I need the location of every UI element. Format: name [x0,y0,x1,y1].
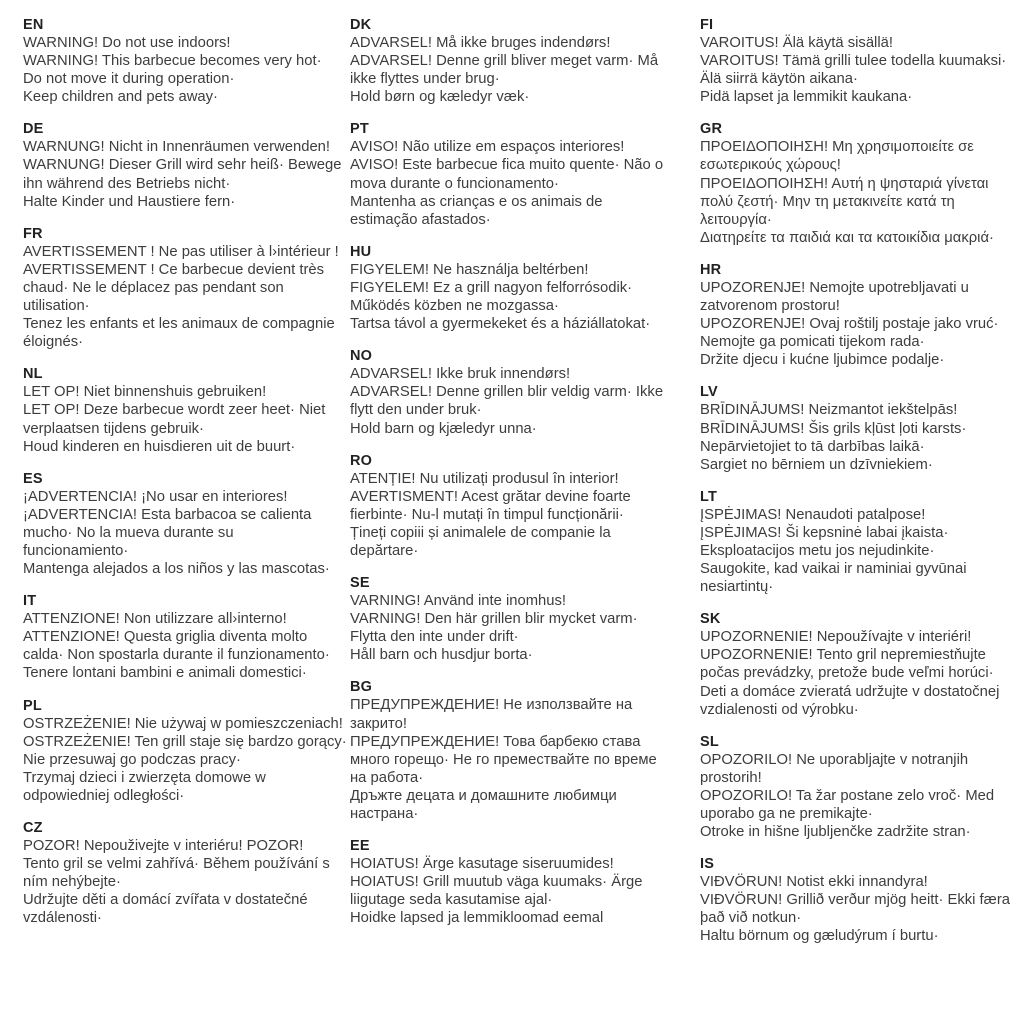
warning-line: Tenez les enfants et les animaux de compagnie [23,316,335,333]
warning-line: Nepārvietojiet to tā darbības laikā· [700,438,925,455]
language-code: DE [23,121,44,138]
warning-section-lv [700,383,1024,473]
warning-line: закрито! [350,715,407,732]
warning-section-cz [23,819,350,927]
warning-line: на работа· [350,769,424,786]
warning-line: éloignés· [23,334,84,351]
warning-line: POZOR! Nepouživejte v interiéru! POZOR! [23,838,304,854]
language-code: SL [700,733,719,750]
warning-line: εσωτερικούς χώρους! [700,157,841,174]
warning-line: UPOZORNENIE! Tento gril nepremiestňujte [700,647,986,664]
warning-line: Дръжте децата и домашните любимци [350,787,617,804]
warning-line: Keep children and pets away· [23,89,218,106]
warning-line: Hoidke lapsed ja lemmikloomad eemal [350,910,604,927]
warning-line: VARNING! Använd inte inomhus! [350,593,567,610]
warning-line: Otroke in hišne ljubljenčke zadržite stran· [700,824,971,841]
language-code: NL [23,366,43,383]
warning-section-ro [350,452,700,560]
warning-line: BRĪDINĀJUMS! Neizmantot iekštelpās! [700,402,958,419]
warning-line: LET OP! Deze barbecue wordt zeer heet· Niet [23,402,326,419]
warning-line: počas prevádzky, pretože bude veľmi horúci· [700,665,994,682]
warning-column-left [23,16,350,960]
warning-line: OSTRZEŻENIE! Nie używaj w pomieszczeniach! [23,715,343,732]
warning-section-is [700,855,1024,945]
warning-line: много горещо· Не го премествайте по време [350,751,657,768]
warning-section-lt [700,488,1024,596]
warning-line: AVERTISMENT! Acest grătar devine foarte [350,488,631,505]
warning-line: UPOZORENJE! Ovaj roštilj postaje jako vruć· [700,316,999,333]
warning-line: Eksploatacijos metu jos nejudinkite· [700,542,935,559]
warning-line: OPOZORILO! Ne uporabljajte v notranjih [700,751,969,768]
warning-line: ním nehýbejte· [23,874,121,891]
warning-line: chaud· Ne le déplacez pas pendant son [23,279,284,296]
warning-line: Do not move it during operation· [23,71,235,88]
warning-section-ee [350,837,700,927]
warning-line: Sargiet no bērniem un dzīvniekiem· [700,456,933,473]
warning-line: AVISO! Este barbecue fica muito quente· Não o [350,157,664,174]
warning-line: estimação afastados· [350,211,491,228]
warning-line: ¡ADVERTENCIA! Esta barbacoa se calienta [23,506,312,523]
warning-line: vzdálenosti· [23,910,102,927]
warning-line: ADVARSEL! Denne grillen blir veldig varm· Ikke [350,384,664,401]
language-code: NO [350,348,373,365]
warning-line: VARNING! Den här grillen blir mycket varm· [350,611,638,628]
warning-line: AVISO! Não utilize em espaços interiores! [350,139,625,156]
language-code: SE [350,575,370,592]
warning-line: Flytta den inte under drift· [350,629,519,646]
warning-line: utilisation· [23,298,90,315]
warning-line: Διατηρείτε τα παιδιά και τα κατοικίδια μακριά· [700,229,994,246]
warning-line: Țineți copiii și animalele de companie la [350,524,611,541]
language-code: EE [350,838,370,855]
language-code: ES [23,470,43,487]
warning-line: VAROITUS! Älä käytä sisällä! [700,35,893,51]
warning-line: fierbinte· Nu-l mutați în timpul funcționării· [350,506,624,523]
warning-line: LET OP! Niet binnenshuis gebruiken! [23,384,267,401]
warning-line: ihn während des Betriebs nicht· [23,175,231,192]
warning-line: mucho· No la mueva durante su [23,524,234,541]
warning-line: ATTENZIONE! Questa griglia diventa molto [23,629,308,646]
language-code: IT [23,593,37,610]
warning-line: liigutage seda kasutamise ajal· [350,892,553,909]
warning-line: ADVARSEL! Ikke bruk innendørs! [350,366,571,383]
warning-line: OPOZORILO! Ta žar postane zelo vroč· Med [700,787,995,804]
warning-line: Halte Kinder und Haustiere fern· [23,193,236,210]
warning-line: mova durante o funcionamento· [350,175,559,192]
warning-line: AVERTISSEMENT ! Ce barbecue devient très [23,261,325,278]
warning-line: Saugokite, kad vaikai ir naminiai gyvūnai [700,561,967,578]
warning-line: BRĪDINĀJUMS! Šis grils kļūst ļoti karsts· [700,420,967,437]
warning-section-en [23,16,350,106]
warning-line: ¡ADVERTENCIA! ¡No usar en interiores! [23,488,288,505]
warning-line: VIÐVÖRUN! Grillið verður mjög heitt· Ekki færa [700,892,1010,909]
warning-line: HOIATUS! Grill muutub väga kuumaks· Ärge [350,874,643,891]
warning-line: Mantenga alejados a los niños y las mascotas· [23,561,330,578]
warning-line: það við notkun· [700,910,802,927]
warning-section-dk [350,16,700,106]
warning-section-pl [23,697,350,805]
warning-line: ATTENZIONE! Non utilizzare all›interno! [23,611,287,628]
warning-line: Houd kinderen en huisdieren uit de buurt· [23,438,296,455]
warning-line: ПРЕДУПРЕЖДЕНИЕ! Това барбекю става [350,733,641,750]
warning-line: FIGYELEM! Ne használja beltérben! [350,261,589,278]
language-code: LT [700,488,718,505]
warning-line: Udržujte děti a domácí zvířata v dostatečné [23,892,308,909]
language-code: FR [23,225,43,242]
language-code: PL [23,697,42,714]
warning-line: nesiartintų· [700,579,774,596]
warning-section-fi [700,16,1024,106]
warning-line: depărtare· [350,542,419,559]
warning-line: Håll barn och husdjur borta· [350,647,533,664]
warning-line: Haltu börnum og gæludýrum í burtu· [700,928,939,945]
warning-line: Älä siirrä käytön aikana· [700,71,858,88]
warning-line: ΠΡΟΕΙΔΟΠΟΙΗΣΗ! Μη χρησιμοποιείτε σε [700,139,974,156]
warning-section-fr [23,225,350,352]
warning-columns [23,16,1024,960]
warning-line: Mantenha as crianças e os animais de [350,193,603,210]
warning-line: UPOZORNENIE! Nepoužívajte v interiéri! [700,629,972,646]
warning-section-gr [700,120,1024,247]
warning-line: Tenere lontani bambini e animali domestici· [23,665,307,682]
warning-line: ADVARSEL! Denne grill bliver meget varm· Må [350,53,659,70]
warning-line: Nemojte ga pomicati tijekom rada· [700,334,925,351]
warning-section-bg [350,678,700,823]
warning-section-de [23,120,350,210]
warning-line: flytt den under bruk· [350,402,482,419]
language-code: EN [23,17,44,33]
warning-line: odpowiedniej odległości· [23,787,185,804]
language-code: HR [700,261,722,278]
warning-line: VIÐVÖRUN! Notist ekki innandyra! [700,874,928,891]
warning-section-sl [700,733,1024,841]
warning-section-es [23,470,350,578]
warning-line: verplaatsen tijdens gebruik· [23,420,204,437]
warning-line: Működés közben ne mozgassa· [350,298,559,315]
language-code: SK [700,611,721,628]
warning-section-hu [350,243,700,333]
warning-line: WARNUNG! Dieser Grill wird sehr heiß· Bewege [23,157,342,174]
language-code: HU [350,243,372,260]
warning-section-sk [700,610,1024,718]
warning-line: zatvorenom prostoru! [700,298,840,315]
warning-line: AVERTISSEMENT ! Ne pas utiliser à l›intérieur ! [23,243,339,260]
warning-section-no [350,347,700,437]
warning-column-middle [350,16,700,960]
language-code: RO [350,452,373,469]
warning-line: Hold barn og kjæledyr unna· [350,420,537,437]
warning-line: prostorih! [700,769,762,786]
warning-section-nl [23,365,350,455]
language-code: CZ [23,820,43,836]
warning-line: ĮSPĖJIMAS! Nenaudoti patalpose! [700,506,926,523]
warning-line: Nie przesuwaj go podczas pracy· [23,751,241,768]
language-code: IS [700,856,715,873]
warning-line: Pidä lapset ja lemmikit kaukana· [700,89,913,106]
warning-line: ikke flyttes under brug· [350,71,500,88]
warning-line: Tartsa távol a gyermekeket és a háziállatokat· [350,316,651,333]
warning-section-hr [700,261,1024,369]
warning-line: Hold børn og kæledyr væk· [350,89,530,106]
warning-line: vzdialenosti od výrobku· [700,701,859,718]
warning-line: WARNUNG! Nicht in Innenräumen verwenden! [23,139,331,156]
warning-line: Tento gril se velmi zahřívá· Během používání s [23,856,330,873]
language-code: GR [700,121,723,138]
warning-line: ΠΡΟΕΙΔΟΠΟΙΗΣΗ! Αυτή η ψησταριά γίνεται [700,175,989,192]
warning-line: настрана· [350,806,419,822]
warning-line: Trzymaj dzieci i zwierzęta domowe w [23,769,266,786]
language-code: PT [350,121,369,138]
warning-line: FIGYELEM! Ez a grill nagyon felforrósodik· [350,279,633,296]
warning-line: VAROITUS! Tämä grilli tulee todella kuumaksi· [700,53,1007,70]
warning-line: funcionamiento· [23,542,129,559]
warning-line: HOIATUS! Ärge kasutage siseruumides! [350,856,614,873]
warning-line: Deti a domáce zvieratá udržujte v dostatočnej [700,683,1000,700]
warning-section-se [350,574,700,664]
language-code: LV [700,384,718,401]
language-code: DK [350,17,372,33]
warning-line: ATENȚIE! Nu utilizați produsul în interior! [350,470,619,487]
warning-line: ADVARSEL! Må ikke bruges indendørs! [350,35,611,51]
warning-line: WARNING! Do not use indoors! [23,35,231,51]
warning-line: uporabo ga ne premikajte· [700,806,873,822]
warning-line: λειτουργία· [700,211,772,228]
warning-line: ПРЕДУПРЕЖДЕНИЕ! Не използвайте на [350,697,633,714]
warning-line: WARNING! This barbecue becomes very hot· [23,53,322,70]
warning-line: Držite djecu i kućne ljubimce podalje· [700,352,945,369]
warning-column-right [700,16,1024,960]
warning-section-pt [350,120,700,228]
warning-line: calda· Non spostarla durante il funzionamento· [23,647,330,664]
warning-section-it [23,592,350,682]
warning-line: ĮSPĖJIMAS! Ši kepsninė labai įkaista· [700,524,949,541]
warning-line: OSTRZEŻENIE! Ten grill staje się bardzo gorący· [23,733,347,750]
warning-line: UPOZORENJE! Nemojte upotrebljavati u [700,279,969,296]
language-code: BG [350,679,373,696]
warning-line: πολύ ζεστή· Μην τη μετακινείτε κατά τη [700,193,955,210]
language-code: FI [700,17,714,33]
